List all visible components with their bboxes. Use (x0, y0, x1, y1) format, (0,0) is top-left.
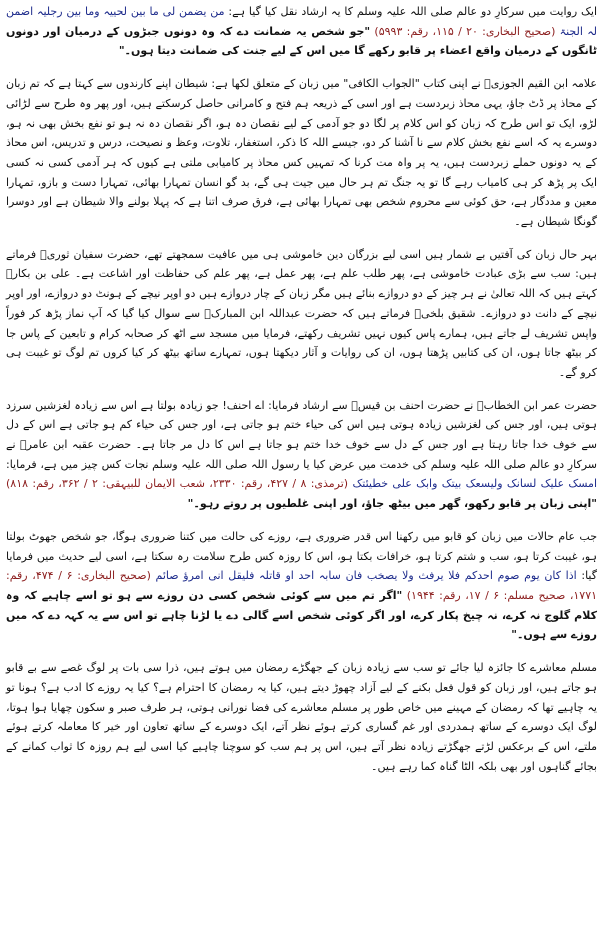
paragraph-1 (6, 2, 597, 61)
paragraph-1-arabic-quote: من یضمن لی ما بین لحییہ وما بین رجلیہ اضمن لہ الجنۃ (6, 5, 598, 38)
paragraph-4-translation: "اپنی زبان پر قابو رکھو، گھر میں بیٹھ جاؤ، اور اپنی غلطیوں پر روتے رہو۔" (187, 497, 597, 511)
paragraph-5-text: جب عام حالات میں زبان کو قابو میں رکھنا اس قدر ضروری ہے، روزے کی حالت میں کتنا ضروری ہوگا، جو شخص جھوٹ بولتا ہو، غیبت کرتا ہو، سب و شتم کرتا ہو، خرافات بکتا ہو، اس کا روزہ کس طرح سلامت رہ سکتا ہے، اسی لیے حدیث میں فرمایا گیا: (6, 529, 597, 583)
paragraph-4-reference: (ترمذی: ۸ / ۴۲۷، رقم: ۲۳۳۰، شعب الایمان للبیہقی: ۲ / ۳۶۲، رقم: ۸۱۸) (6, 477, 353, 491)
paragraph-5-reference: (صحیح البخاری: ۶ / ۴۷۴، رقم: ۱۷۷۱، صحیح مسلم: ۶ / ۱۷، رقم: ۱۹۴۴) (6, 569, 598, 602)
paragraph-4 (6, 396, 597, 514)
paragraph-1-text: ایک روایت میں سرکارِ دو عالم صلی اللہ علیہ وسلم کا یہ ارشاد نقل کیا گیا ہے: (224, 5, 597, 18)
paragraph-5-arabic-quote: اذا کان یوم صوم احدکم فلا یرفث ولا یصخب فان سابہ احد او قاتلہ فلیقل انی امرؤ صائم (155, 569, 577, 583)
paragraph-4-text: حضرت عمر ابن الخطابؓ نے حضرت احنف بن قیسؓ سے ارشاد فرمایا: اے احنف! جو زیادہ بولتا ہے اس سے زیادہ لغزشیں سرزد ہوتی ہیں، اور جس کی لغزشیں زیادہ ہوتی ہیں اس کی حیاء ختم ہو جاتی ہے، اور جس کی حیاء کم ہو جاتی ہے اس کے دل سے خوف خدا جاتا رہتا ہے اور جس کے دل سے خوف خدا ختم ہو جاتا ہے اس کا دل مر جاتا ہے۔ حضرت عقبہ ابن عامرؓ نے سرکارِ دو عالم صلی اللہ علیہ وسلم کی خدمت میں عرض کیا یا رسول اللہ صلی اللہ علیہ وسلم نجات کس چیز میں ہے، فرمایا: (6, 398, 597, 471)
paragraph-5 (6, 527, 597, 645)
paragraph-2-text: علامہ ابن القیم الجوزیؒ نے اپنی کتاب "الجواب الکافی" میں زبان کے متعلق لکھا ہے: شیطان اپنے کارندوں سے کہتا ہے کہ تم زبان کے محاذ پر ڈٹ جاؤ، یہی محاذ زبردست ہے اور اسی کے ذریعہ ہم فتح و کامرانی حاصل کرسکتے ہیں، اور پھر وہ طرح سے لڑائی لڑو، ایک تو اس طرح کہ زبان کو اس کلام پر لگا دو جو آدمی کے لیے نقصان دہ ہو، اگر نقصان دہ نہ ہو تو نفع بخش بھی نہ ہو، دوسرے یہ کہ اسے نفع بخش کلام سے نا آشنا کر دو، جیسے اللہ کا ذکر، استغفار، تلاوت، وعظ و نصیحت، درس و تدریس، اس محاذ کے یہ دونوں حملے زبردست ہیں، یہ پر واہ مت کرنا کہ تمہیں کس محاذ پر کامیابی ملتی ہے کیوں کہ ہر آدمی کسی نہ کسی ایک پر پڑھ کر ہی کامیاب رہے گا تو یہ جنگ تم ہر حال میں جیت ہی گے، بد گو انسان تمہارا بھائی، تمہارا دست و بازو، تمہارا معین و مددگار ہے، حق کوئی سے محروم شخص بھی تمہارا بھائی ہے، فرق صرف اتنا ہے کہ پہلا بولنے والا شیطان ہے اور دوسرا گونگا شیطان ہے۔ (6, 77, 597, 229)
paragraph-6-text: مسلم معاشرے کا جائزہ لیا جائے تو سب سے زیادہ زبان کے جھگڑے رمضان میں ہوتے ہیں، ذرا سی بات پر لوگ غصے سے بے قابو ہو جاتے ہیں، اور زبان کو قول فعل بکنے کے لیے آزاد چھوڑ دیتے ہیں، کیا یہ رمضان کا احترام ہے؟ کیا یہ روزے کا ادب ہے؟ ہونا تو یہ چاہیے تھا کہ رمضان کے مہینے میں خاص طور پر مسلم معاشرے کی فضا نورانی ہوتی، ہر طرف صبر و سکون چھایا ہوا ہوتا، لوگ ایک دوسرے کے ساتھ ہمدردی اور غم گساری کرتے ہوئے نظر آتے، ایک دوسرے کے ساتھ تعاون اور خیر کا معاملہ کرتے ہوئے ملتے، اس کے برعکس لڑتے جھگڑتے زیادہ نظر آتے ہیں، اس پر ہم سب کو سوچنا چاہیے کیا اسی لیے ہم روزہ کا ثواب کمانے کے بجائے گناہوں اور بھی بلکہ الٹا گناہ کما رہے ہیں۔ (6, 661, 597, 773)
paragraph-4-arabic-quote: امسک علیک لسانک ولیسعک بیتک وابک علی خطیئتک (352, 477, 597, 491)
paragraph-1-reference: (صحیح البخاری: ۲۰ / ۱۱۵، رقم: ۵۹۹۳) (370, 24, 560, 38)
paragraph-6 (6, 658, 597, 776)
paragraph-3 (6, 245, 597, 383)
paragraph-5-translation: "اگر تم میں سے کوئی شخص کسی دن روزے سے ہو تو اسے چاہیے کہ وہ کلام گلوج نہ کرے، نہ چیخ پکار کرے، اور اگر کوئی شخص اسے گالی دے یا لڑنا چاہے تو اس سے یہ کہہ دے کہ میں روزے سے ہوں۔" (6, 588, 597, 642)
paragraph-3-text: بہر حال زبان کی آفتیں بے شمار ہیں اسی لیے بزرگان دین خاموشی ہی میں عافیت سمجھتے تھے، حضرت سفیان ثوریؒ فرماتے ہیں: سب سے بڑی عبادت خاموشی ہے، پھر طلب علم ہے، پھر عمل ہے، پھر علم کی حفاظت اور اشاعت ہے۔ علی بن بکارؒ کہتے ہیں کہ اللہ تعالیٰ نے ہر چیز کے دو دروازے بنائے ہیں مگر زبان کے چار دروازے ہیں دو اوپر نیچے کے ہونٹ دو دروازے، اور اوپر نیچے کے دانت دو دروازے۔ شقیق بلخیؒ فرماتے ہیں کہ حضرت عبداللہ ابن المبارکؒ سے سوال کیا گیا کہ آپ نماز پڑھ کر فوراً واپس تشریف لے جاتے ہیں، ہمارے پاس کیوں نہیں تشریف رکھتے، فرمایا میں مسجد سے اٹھ کر صحابہ کرام و تابعین کے پاس جا کر بیٹھ جاتا ہوں، ان کی کتابیں پڑھتا ہوں، ان کی روایات و آثار دیکھتا ہوں، تمہارے ساتھ بیٹھ کر کیا کروں تم لوگ تو غیبت ہی کرو گے۔ (6, 247, 597, 379)
paragraph-1-translation: "جو شخص یہ ضمانت دے کہ وہ دونوں جبڑوں کے درمیان اور دونوں ٹانگوں کے درمیان واقع اعضاء پر قابو رکھے گا میں اس کے لیے جنت کی ضمانت دیتا ہوں۔" (6, 24, 597, 58)
paragraph-2 (6, 74, 597, 232)
